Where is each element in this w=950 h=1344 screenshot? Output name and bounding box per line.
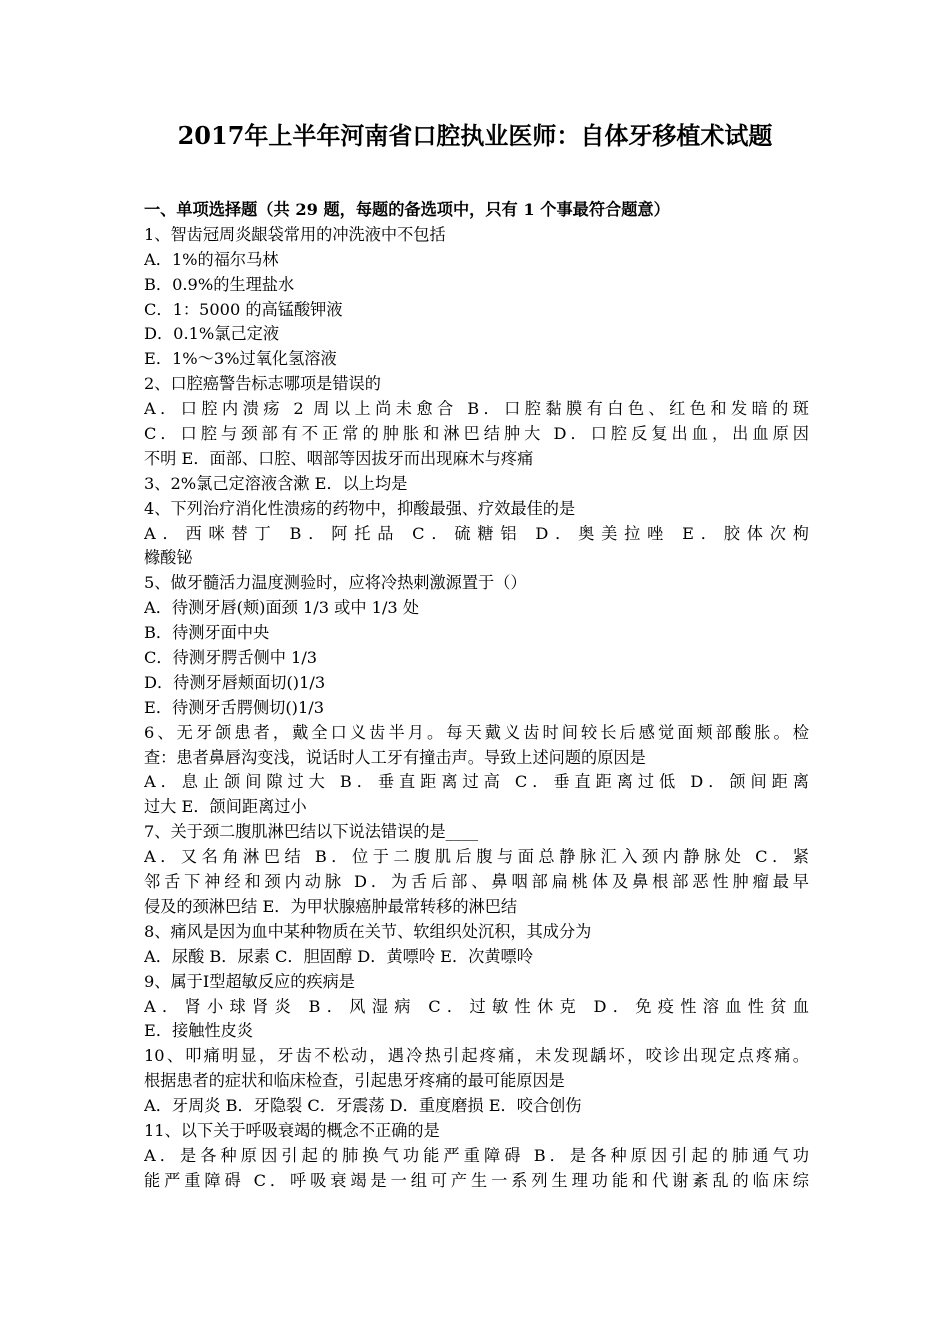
text-line: 7、关于颈二腹肌淋巴结以下说法错误的是____: [144, 822, 479, 842]
text-line: A．待测牙唇(颊)面颈 1/3 或中 1/3 处: [144, 598, 420, 618]
text-line: D．0.1%氯己定液: [144, 324, 280, 344]
document-title: 2017年上半年河南省口腔执业医师：自体牙移植术试题: [177, 121, 773, 150]
text-line: C．口腔与颈部有不正常的肿胀和淋巴结肿大 D．口腔反复出血，出血原因: [144, 424, 809, 444]
text-line: 邻舌下神经和颈内动脉 D．为舌后部、鼻咽部扁桃体及鼻根部恶性肿瘤最早: [144, 872, 809, 892]
text-line: A．是各种原因引起的肺换气功能严重障碍 B．是各种原因引起的肺通气功: [144, 1145, 809, 1165]
text-line: 6、无牙颌患者，戴全口义齿半月。每天戴义齿时间较长后感觉面颊部酸胀。检: [144, 722, 809, 742]
text-line: 不明 E．面部、口腔、咽部等因拔牙而出现麻木与疼痛: [144, 448, 534, 468]
text-line: 查：患者鼻唇沟变浅，说话时人工牙有撞击声。导致上述问题的原因是: [144, 747, 646, 767]
text-line: A．西咪替丁 B．阿托品 C．硫糖铝 D．奥美拉唑 E．胶体次枸: [144, 523, 809, 543]
text-line: 4、下列治疗消化性溃疡的药物中，抑酸最强、疗效最佳的是: [144, 498, 576, 518]
text-line: E．待测牙舌腭侧切()1/3: [144, 697, 324, 717]
text-line: A．牙周炎 B．牙隐裂 C．牙震荡 D．重度磨损 E．咬合创伤: [144, 1096, 582, 1116]
text-line: A．息止颌间隙过大 B．垂直距离过高 C．垂直距离过低 D．颌间距离: [144, 772, 809, 792]
text-line: 3、2%氯己定溶液含漱 E．以上均是: [144, 473, 408, 493]
text-line: E．接触性皮炎: [144, 1021, 253, 1041]
text-line: B．待测牙面中央: [144, 623, 270, 643]
text-line: B．0.9%的生理盐水: [144, 274, 295, 294]
text-line: A．尿酸 B．尿素 C．胆固醇 D．黄嘌呤 E．次黄嘌呤: [144, 946, 533, 966]
text-line: 根据患者的症状和临床检查，引起患牙疼痛的最可能原因是: [144, 1071, 565, 1091]
text-line: 橼酸铋: [144, 548, 193, 568]
text-line: 侵及的颈淋巴结 E．为甲状腺癌肿最常转移的淋巴结: [144, 896, 518, 916]
text-line: E．1%～3%过氧化氢溶液: [144, 349, 337, 369]
section-heading: 一、单项选择题（共 29 题，每题的备选项中，只有 1 个事最符合题意）: [144, 200, 670, 219]
text-line: A．1%的福尔马林: [144, 249, 279, 269]
text-line: A．口腔内溃疡 2 周以上尚未愈合 B．口腔黏膜有白色、红色和发暗的斑: [144, 399, 809, 419]
text-line: 10、叩痛明显，牙齿不松动，遇冷热引起疼痛，未发现龋坏，咬诊出现定点疼痛。: [144, 1046, 809, 1066]
text-line: A．肾小球肾炎 B．风湿病 C．过敏性休克 D．免疫性溶血性贫血: [144, 996, 809, 1016]
text-line: A．又名角淋巴结 B．位于二腹肌后腹与面总静脉汇入颈内静脉处 C．紧: [144, 847, 809, 867]
text-line: 能严重障碍 C．呼吸衰竭是一组可产生一系列生理功能和代谢紊乱的临床综: [144, 1170, 809, 1190]
text-line: 8、痛风是因为血中某种物质在关节、软组织处沉积，其成分为: [144, 921, 592, 941]
text-line: D．待测牙唇颊面切()1/3: [144, 672, 326, 692]
text-line: 2、口腔癌警告标志哪项是错误的: [144, 374, 381, 394]
text-line: 过大 E．颌间距离过小: [144, 797, 307, 817]
text-line: C．1：5000 的高锰酸钾液: [144, 299, 343, 319]
text-line: 9、属于Ⅰ型超敏反应的疾病是: [144, 971, 355, 991]
text-line: 5、做牙髓活力温度测验时，应将冷热刺激源置于（）: [144, 573, 527, 593]
text-line: C．待测牙腭舌侧中 1/3: [144, 648, 318, 668]
text-line: 11、以下关于呼吸衰竭的概念不正确的是: [144, 1120, 440, 1140]
document-body: [144, 198, 809, 1194]
text-line: 1、智齿冠周炎龈袋常用的冲洗液中不包括: [144, 224, 446, 244]
